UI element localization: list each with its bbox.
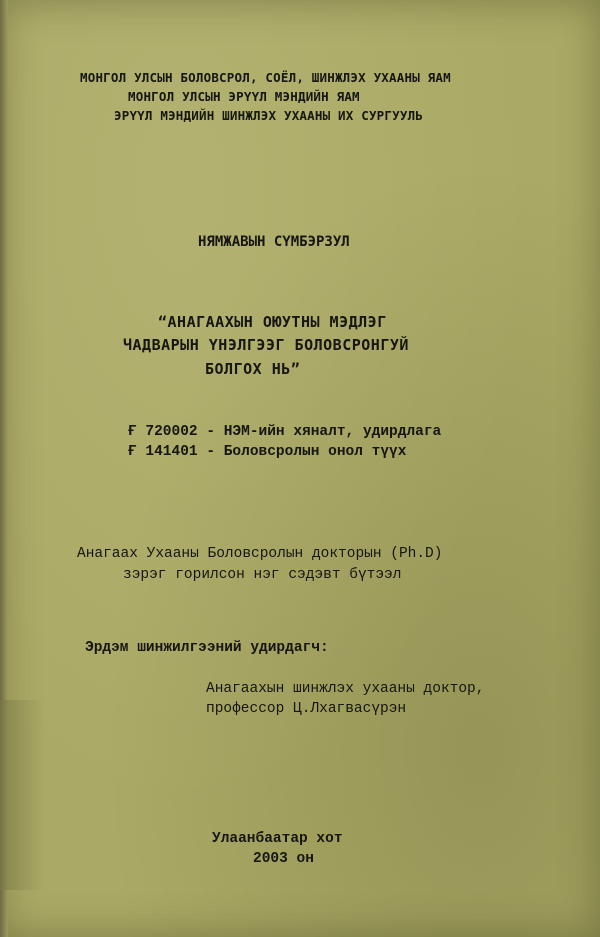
title-line-1: “АНАГААХЫН ОЮУТНЫ МЭДЛЭГ	[158, 313, 387, 331]
specialty-code-2: Ғ 141401 - Боловсролын онол түүх	[128, 444, 407, 460]
supervisor-line-2: профессор Ц.Лхагвасүрэн	[206, 701, 407, 717]
title-line-3: БОЛГОХ НЬ”	[205, 360, 301, 378]
university-line: ЭРҮҮЛ МЭНДИЙН ШИНЖЛЭХ УХААНЫ ИХ СУРГУУЛЬ	[114, 108, 424, 123]
author-name: НЯМЖАВЫН СҮМБЭРЗУЛ	[198, 234, 350, 250]
degree-line-2: зэрэг горилсон нэг сэдэвт бүтээл	[123, 567, 402, 583]
specialty-code-1: Ғ 720002 - НЭМ-ийн хяналт, удирдлага	[128, 424, 442, 440]
supervisor-line-1: Анагаахын шинжлэх ухааны доктор,	[206, 681, 485, 697]
ministry-line-1: МОНГОЛ УЛСЫН БОЛОВСРОЛ, СОЁЛ, ШИНЖЛЭХ УХААНЫ ЯАМ	[80, 70, 451, 85]
ministry-line-2: МОНГОЛ УЛСЫН ЭРҮҮЛ МЭНДИЙН ЯАМ	[128, 89, 360, 104]
degree-line-1: Анагаах Ухааны Боловсролын докторын (Ph.D)	[77, 546, 443, 562]
footer-city: Улаанбаатар хот	[212, 831, 343, 847]
supervisor-label: Эрдэм шинжилгээний удирдагч:	[85, 640, 329, 656]
cover-stain	[0, 700, 44, 890]
footer-year: 2003 он	[253, 851, 314, 867]
title-line-2: ЧАДВАРЫН ҮНЭЛГЭЭГ БОЛОВСРОНГУЙ	[123, 336, 409, 354]
